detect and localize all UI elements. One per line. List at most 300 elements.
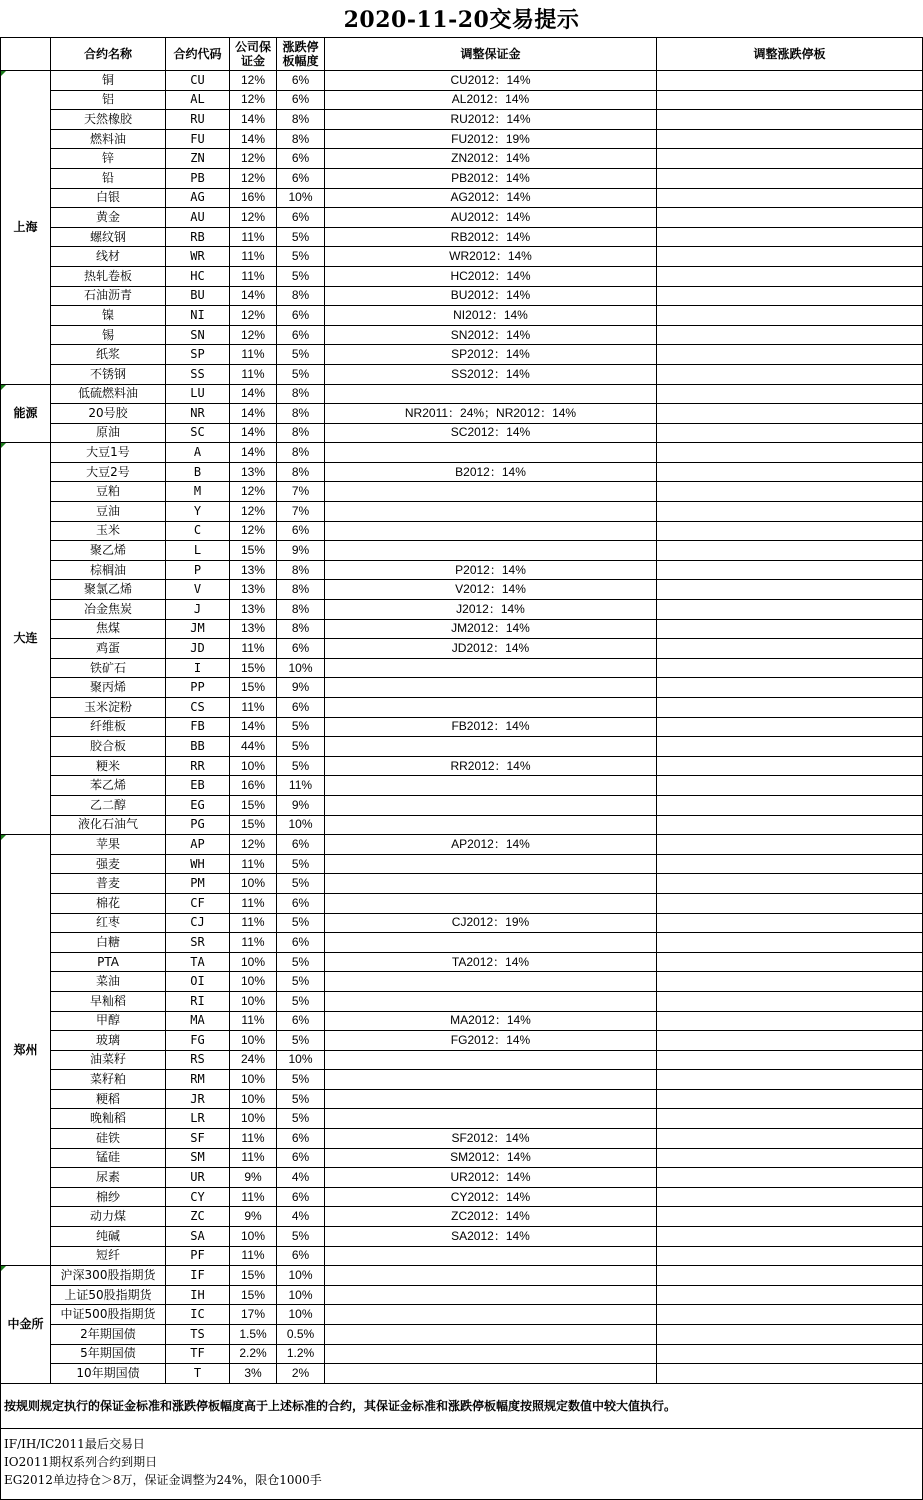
contract-name-cell: 白银 [51, 188, 166, 208]
company-margin-cell: 15% [230, 541, 277, 561]
contract-code-cell: CF [166, 893, 230, 913]
contract-code-cell: JM [166, 619, 230, 639]
limit-range-cell: 6% [277, 1129, 325, 1149]
contract-name-cell: 线材 [51, 247, 166, 267]
company-margin-cell: 12% [230, 521, 277, 541]
adjusted-margin-cell: AL2012：14% [325, 90, 657, 110]
contract-name-cell: 不锈钢 [51, 364, 166, 384]
contract-name-cell: 玉米 [51, 521, 166, 541]
limit-range-cell: 5% [277, 1031, 325, 1051]
adjusted-margin-cell [325, 795, 657, 815]
company-margin-cell: 11% [230, 913, 277, 933]
contract-name-cell: 铅 [51, 168, 166, 188]
adjusted-limit-cell [657, 874, 923, 894]
table-row [1, 874, 923, 894]
adjusted-limit-cell [657, 1148, 923, 1168]
contract-code-cell: PP [166, 678, 230, 698]
contract-code-cell: PF [166, 1246, 230, 1266]
adjusted-limit-cell [657, 443, 923, 463]
contract-name-cell: 短纤 [51, 1246, 166, 1266]
contract-name-cell: 中证500股指期货 [51, 1305, 166, 1325]
company-margin-cell: 10% [230, 874, 277, 894]
limit-range-cell: 9% [277, 678, 325, 698]
adjusted-limit-cell [657, 110, 923, 130]
table-row [1, 364, 923, 384]
exchange-cell [1, 71, 51, 385]
table-row [1, 227, 923, 247]
contract-name-cell: 粳稻 [51, 1089, 166, 1109]
footer-line: EG2012单边持仓＞8万，保证金调整为24%，限仓1000手 [4, 1472, 322, 1487]
adjusted-limit-cell [657, 1325, 923, 1345]
table-row [1, 345, 923, 365]
table-row [1, 286, 923, 306]
corner-marker-icon [1, 443, 6, 448]
contract-code-cell: FG [166, 1031, 230, 1051]
contract-code-cell: RS [166, 1050, 230, 1070]
company-margin-cell: 12% [230, 90, 277, 110]
table-row [1, 208, 923, 228]
company-margin-cell: 12% [230, 325, 277, 345]
company-margin-cell: 10% [230, 756, 277, 776]
adjusted-margin-cell [325, 874, 657, 894]
adjusted-margin-cell: PB2012：14% [325, 168, 657, 188]
contract-code-cell: NI [166, 306, 230, 326]
contract-name-cell: 铁矿石 [51, 658, 166, 678]
contract-name-cell: 锌 [51, 149, 166, 169]
contract-name-cell: 镍 [51, 306, 166, 326]
adjusted-margin-cell [325, 1285, 657, 1305]
table-row [1, 1246, 923, 1266]
table-row [1, 1285, 923, 1305]
table-row [1, 1129, 923, 1149]
contract-code-cell: CY [166, 1187, 230, 1207]
contract-code-cell: PG [166, 815, 230, 835]
adjusted-limit-cell [657, 1011, 923, 1031]
adjusted-margin-cell: NR2011：24%；NR2012：14% [325, 404, 657, 424]
limit-range-cell: 6% [277, 168, 325, 188]
adjusted-margin-cell: RB2012：14% [325, 227, 657, 247]
note-row [1, 1383, 923, 1428]
limit-range-cell: 10% [277, 1285, 325, 1305]
adjusted-limit-cell [657, 1050, 923, 1070]
table-row [1, 129, 923, 149]
adjusted-margin-cell: CU2012：14% [325, 71, 657, 91]
table-row [1, 1050, 923, 1070]
contract-code-cell: M [166, 482, 230, 502]
contract-name-cell: 玉米淀粉 [51, 698, 166, 718]
contract-code-cell: AU [166, 208, 230, 228]
company-margin-cell: 12% [230, 482, 277, 502]
adjusted-margin-cell: SN2012：14% [325, 325, 657, 345]
contract-code-cell: AG [166, 188, 230, 208]
limit-range-cell: 6% [277, 1148, 325, 1168]
company-margin-cell: 14% [230, 110, 277, 130]
contract-name-cell: 胶合板 [51, 737, 166, 757]
contract-code-cell: EG [166, 795, 230, 815]
table-row [1, 1344, 923, 1364]
rule-note: 按规则规定执行的保证金标准和涨跌停板幅度高于上述标准的合约，其保证金标准和涨跌停板幅度按照规定数值中较大值执行。 [1, 1383, 923, 1428]
company-margin-cell: 11% [230, 364, 277, 384]
table-row [1, 933, 923, 953]
company-margin-cell: 12% [230, 306, 277, 326]
company-margin-cell: 14% [230, 443, 277, 463]
exchange-cell [1, 384, 51, 443]
adjusted-margin-cell [325, 1364, 657, 1384]
contract-code-cell: B [166, 462, 230, 482]
adjusted-limit-cell [657, 1168, 923, 1188]
contract-name-cell: 豆粕 [51, 482, 166, 502]
contract-code-cell: J [166, 600, 230, 620]
contract-code-cell: AP [166, 835, 230, 855]
company-margin-cell: 24% [230, 1050, 277, 1070]
company-margin-cell: 11% [230, 893, 277, 913]
adjusted-limit-cell [657, 1031, 923, 1051]
table-row [1, 482, 923, 502]
adjusted-limit-cell [657, 619, 923, 639]
limit-range-cell: 5% [277, 913, 325, 933]
contract-code-cell: SC [166, 423, 230, 443]
contract-name-cell: 冶金焦炭 [51, 600, 166, 620]
company-margin-cell: 17% [230, 1305, 277, 1325]
adjusted-limit-cell [657, 247, 923, 267]
contract-code-cell: IH [166, 1285, 230, 1305]
contract-name-cell: 早籼稻 [51, 991, 166, 1011]
adjusted-limit-cell [657, 795, 923, 815]
company-margin-cell: 10% [230, 952, 277, 972]
limit-range-cell: 6% [277, 698, 325, 718]
limit-range-cell: 6% [277, 835, 325, 855]
table-row [1, 1207, 923, 1227]
limit-range-cell: 6% [277, 933, 325, 953]
company-margin-cell: 2.2% [230, 1344, 277, 1364]
contract-name-cell: PTA [51, 952, 166, 972]
table-row [1, 795, 923, 815]
table-row [1, 266, 923, 286]
company-margin-cell: 14% [230, 129, 277, 149]
company-margin-cell: 10% [230, 1070, 277, 1090]
limit-range-cell: 6% [277, 325, 325, 345]
contract-name-cell: 沪深300股指期货 [51, 1266, 166, 1286]
company-margin-cell: 15% [230, 1285, 277, 1305]
table-row [1, 90, 923, 110]
contract-name-cell: 苯乙烯 [51, 776, 166, 796]
contract-code-cell: AL [166, 90, 230, 110]
adjusted-limit-cell [657, 717, 923, 737]
adjusted-margin-cell: ZC2012：14% [325, 1207, 657, 1227]
limit-range-cell: 5% [277, 1070, 325, 1090]
adjusted-margin-cell: RR2012：14% [325, 756, 657, 776]
contract-code-cell: SM [166, 1148, 230, 1168]
contract-name-cell: 粳米 [51, 756, 166, 776]
contract-name-cell: 锡 [51, 325, 166, 345]
contract-code-cell: CJ [166, 913, 230, 933]
table-row [1, 1266, 923, 1286]
company-margin-cell: 14% [230, 717, 277, 737]
contract-name-cell: 液化石油气 [51, 815, 166, 835]
company-margin-cell: 1.5% [230, 1325, 277, 1345]
exchange-cell [1, 835, 51, 1266]
adjusted-margin-cell [325, 658, 657, 678]
adjusted-margin-cell [325, 933, 657, 953]
limit-range-cell: 6% [277, 1187, 325, 1207]
contract-code-cell: P [166, 560, 230, 580]
contract-name-cell: 棉纱 [51, 1187, 166, 1207]
company-margin-cell: 11% [230, 247, 277, 267]
adjusted-limit-cell [657, 129, 923, 149]
table-row [1, 658, 923, 678]
limit-range-cell: 8% [277, 384, 325, 404]
contract-name-cell: 苹果 [51, 835, 166, 855]
contract-code-cell: SN [166, 325, 230, 345]
header-contract-name: 合约名称 [51, 38, 166, 71]
adjusted-limit-cell [657, 521, 923, 541]
adjusted-limit-cell [657, 698, 923, 718]
company-margin-cell: 16% [230, 188, 277, 208]
exchange-cell [1, 443, 51, 835]
adjusted-limit-cell [657, 913, 923, 933]
limit-range-cell: 5% [277, 364, 325, 384]
table-row [1, 952, 923, 972]
contract-code-cell: RI [166, 991, 230, 1011]
limit-range-cell: 2% [277, 1364, 325, 1384]
header-contract-code: 合约代码 [166, 38, 230, 71]
company-margin-cell: 11% [230, 1246, 277, 1266]
table-row [1, 306, 923, 326]
contract-name-cell: 原油 [51, 423, 166, 443]
table-row [1, 1148, 923, 1168]
exchange-label: 上海 [13, 219, 38, 234]
contract-name-cell: 豆油 [51, 502, 166, 522]
table-row [1, 756, 923, 776]
company-margin-cell: 13% [230, 600, 277, 620]
adjusted-limit-cell [657, 1305, 923, 1325]
header-exchange [1, 38, 51, 71]
limit-range-cell: 8% [277, 423, 325, 443]
adjusted-limit-cell [657, 1344, 923, 1364]
footer-line: IF/IH/IC2011最后交易日 [4, 1436, 145, 1451]
table-row [1, 893, 923, 913]
limit-range-cell: 0.5% [277, 1325, 325, 1345]
footer-line: IO2011期权系列合约到期日 [4, 1454, 158, 1469]
adjusted-margin-cell [325, 1325, 657, 1345]
adjusted-margin-cell [325, 1109, 657, 1129]
table-row [1, 1070, 923, 1090]
contract-name-cell: 强麦 [51, 854, 166, 874]
table-row [1, 423, 923, 443]
company-margin-cell: 10% [230, 1031, 277, 1051]
contract-name-cell: 乙二醇 [51, 795, 166, 815]
adjusted-limit-cell [657, 893, 923, 913]
company-margin-cell: 9% [230, 1168, 277, 1188]
table-row [1, 1031, 923, 1051]
adjusted-limit-cell [657, 404, 923, 424]
exchange-cell [1, 1266, 51, 1384]
adjusted-limit-cell [657, 462, 923, 482]
table-row [1, 717, 923, 737]
contract-code-cell: BU [166, 286, 230, 306]
contract-name-cell: 甲醇 [51, 1011, 166, 1031]
company-margin-cell: 3% [230, 1364, 277, 1384]
company-margin-cell: 10% [230, 1109, 277, 1129]
company-margin-cell: 11% [230, 1129, 277, 1149]
adjusted-limit-cell [657, 933, 923, 953]
limit-range-cell: 8% [277, 619, 325, 639]
company-margin-cell: 15% [230, 815, 277, 835]
company-margin-cell: 10% [230, 1089, 277, 1109]
table-row [1, 462, 923, 482]
adjusted-margin-cell [325, 1246, 657, 1266]
adjusted-margin-cell: V2012：14% [325, 580, 657, 600]
table-body [1, 71, 923, 1384]
adjusted-limit-cell [657, 149, 923, 169]
table-row [1, 1089, 923, 1109]
contract-name-cell: 天然橡胶 [51, 110, 166, 130]
contract-name-cell: 纯碱 [51, 1227, 166, 1247]
contract-name-cell: 白糖 [51, 933, 166, 953]
contract-code-cell: JR [166, 1089, 230, 1109]
adjusted-limit-cell [657, 71, 923, 91]
adjusted-limit-cell [657, 423, 923, 443]
table-row [1, 678, 923, 698]
table-row [1, 1168, 923, 1188]
table-row [1, 1325, 923, 1345]
limit-range-cell: 6% [277, 208, 325, 228]
exchange-label: 能源 [13, 405, 38, 420]
adjusted-margin-cell: J2012：14% [325, 600, 657, 620]
contract-name-cell: 聚丙烯 [51, 678, 166, 698]
limit-range-cell: 5% [277, 717, 325, 737]
adjusted-margin-cell [325, 521, 657, 541]
contract-name-cell: 玻璃 [51, 1031, 166, 1051]
adjusted-margin-cell: AP2012：14% [325, 835, 657, 855]
contract-code-cell: RR [166, 756, 230, 776]
contract-name-cell: 动力煤 [51, 1207, 166, 1227]
contract-code-cell: FB [166, 717, 230, 737]
contract-name-cell: 燃料油 [51, 129, 166, 149]
company-margin-cell: 14% [230, 423, 277, 443]
company-margin-cell: 15% [230, 1266, 277, 1286]
company-margin-cell: 13% [230, 580, 277, 600]
corner-marker-icon [1, 835, 6, 840]
adjusted-limit-cell [657, 1089, 923, 1109]
contract-code-cell: PM [166, 874, 230, 894]
limit-range-cell: 8% [277, 129, 325, 149]
company-margin-cell: 9% [230, 1207, 277, 1227]
adjusted-limit-cell [657, 835, 923, 855]
adjusted-margin-cell [325, 541, 657, 561]
contract-name-cell: 大豆1号 [51, 443, 166, 463]
limit-range-cell: 6% [277, 1011, 325, 1031]
adjusted-limit-cell [657, 1207, 923, 1227]
limit-range-cell: 10% [277, 815, 325, 835]
adjusted-limit-cell [657, 266, 923, 286]
corner-marker-icon [1, 71, 6, 76]
contract-name-cell: 焦煤 [51, 619, 166, 639]
table-row [1, 502, 923, 522]
contract-name-cell: 普麦 [51, 874, 166, 894]
adjusted-limit-cell [657, 90, 923, 110]
table-row [1, 110, 923, 130]
table-row [1, 698, 923, 718]
adjusted-margin-cell: SF2012：14% [325, 1129, 657, 1149]
table-row [1, 541, 923, 561]
contract-name-cell: 2年期国债 [51, 1325, 166, 1345]
adjusted-margin-cell: MA2012：14% [325, 1011, 657, 1031]
limit-range-cell: 5% [277, 345, 325, 365]
contract-name-cell: 聚乙烯 [51, 541, 166, 561]
adjusted-margin-cell: UR2012：14% [325, 1168, 657, 1188]
company-margin-cell: 12% [230, 502, 277, 522]
adjusted-limit-cell [657, 1109, 923, 1129]
footer-row [1, 1428, 923, 1499]
contract-code-cell: Y [166, 502, 230, 522]
contract-name-cell: 上证50股指期货 [51, 1285, 166, 1305]
adjusted-limit-cell [657, 1246, 923, 1266]
company-margin-cell: 12% [230, 208, 277, 228]
corner-marker-icon [1, 385, 6, 390]
table-row [1, 639, 923, 659]
adjusted-limit-cell [657, 1364, 923, 1384]
table-row [1, 991, 923, 1011]
contract-name-cell: 晚籼稻 [51, 1109, 166, 1129]
adjusted-limit-cell [657, 1285, 923, 1305]
adjusted-margin-cell: JD2012：14% [325, 639, 657, 659]
contract-code-cell: NR [166, 404, 230, 424]
limit-range-cell: 5% [277, 737, 325, 757]
limit-range-cell: 10% [277, 1050, 325, 1070]
contract-name-cell: 锰硅 [51, 1148, 166, 1168]
table-row [1, 188, 923, 208]
company-margin-cell: 13% [230, 619, 277, 639]
company-margin-cell: 11% [230, 698, 277, 718]
contract-name-cell: 铝 [51, 90, 166, 110]
contract-code-cell: T [166, 1364, 230, 1384]
limit-range-cell: 8% [277, 404, 325, 424]
limit-range-cell: 10% [277, 1266, 325, 1286]
adjusted-margin-cell: CY2012：14% [325, 1187, 657, 1207]
adjusted-limit-cell [657, 208, 923, 228]
contract-name-cell: 大豆2号 [51, 462, 166, 482]
contract-code-cell: SF [166, 1129, 230, 1149]
adjusted-margin-cell [325, 443, 657, 463]
table-row [1, 1305, 923, 1325]
contract-name-cell: 20号胶 [51, 404, 166, 424]
adjusted-limit-cell [657, 168, 923, 188]
header-company-margin: 公司保证金 [230, 38, 277, 71]
adjusted-limit-cell [657, 306, 923, 326]
table-row [1, 384, 923, 404]
company-margin-cell: 11% [230, 639, 277, 659]
table-row [1, 168, 923, 188]
exchange-label: 郑州 [13, 1042, 38, 1057]
contract-code-cell: WH [166, 854, 230, 874]
adjusted-limit-cell [657, 756, 923, 776]
limit-range-cell: 8% [277, 110, 325, 130]
adjusted-limit-cell [657, 541, 923, 561]
contract-code-cell: RU [166, 110, 230, 130]
limit-range-cell: 6% [277, 521, 325, 541]
adjusted-limit-cell [657, 1266, 923, 1286]
adjusted-margin-cell: ZN2012：14% [325, 149, 657, 169]
contract-code-cell: RB [166, 227, 230, 247]
adjusted-limit-cell [657, 1227, 923, 1247]
exchange-label: 中金所 [7, 1317, 44, 1331]
adjusted-limit-cell [657, 952, 923, 972]
limit-range-cell: 5% [277, 266, 325, 286]
trading-notice-table [0, 37, 923, 1500]
company-margin-cell: 14% [230, 384, 277, 404]
adjusted-limit-cell [657, 737, 923, 757]
